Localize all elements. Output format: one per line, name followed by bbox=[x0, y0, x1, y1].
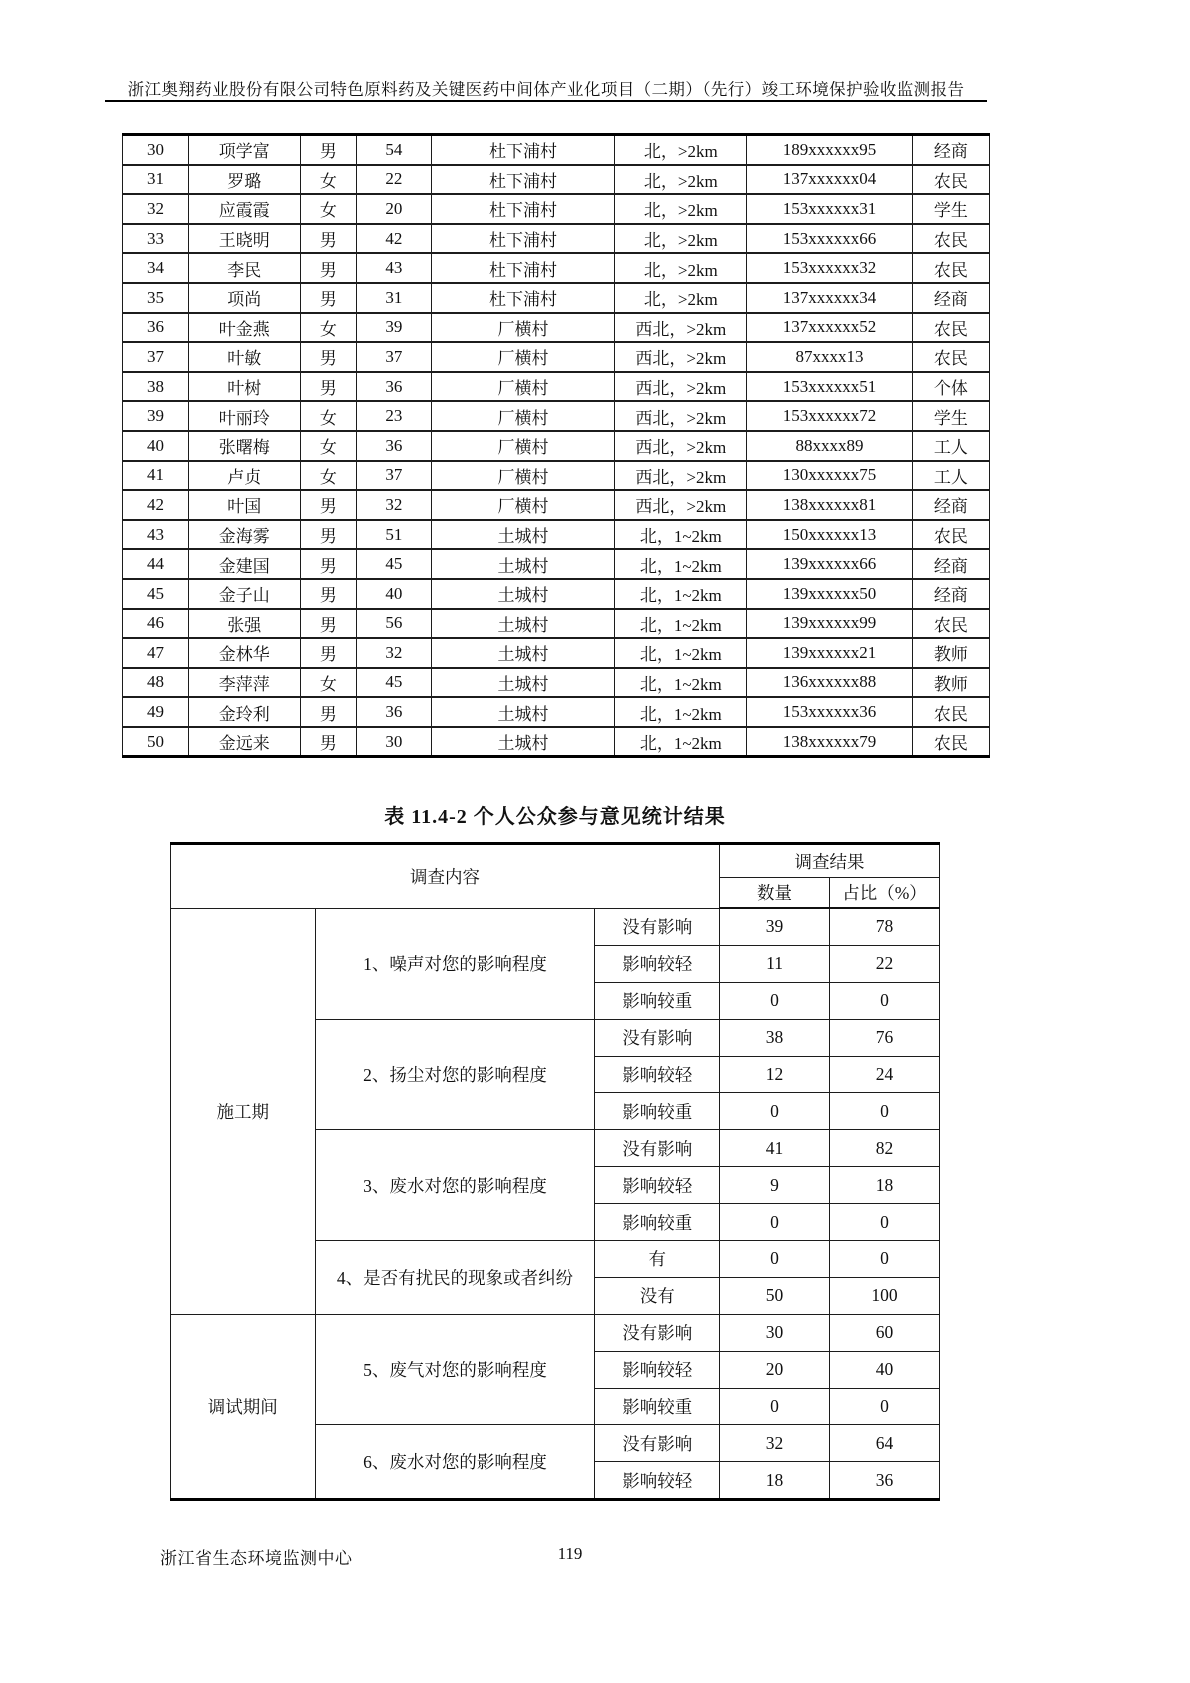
header-rule bbox=[105, 100, 987, 102]
cell-no: 42 bbox=[123, 490, 189, 520]
survey-content-header: 调查内容 bbox=[171, 844, 720, 909]
respondent-row bbox=[123, 697, 990, 727]
percent-cell: 0 bbox=[830, 1204, 940, 1241]
cell-occupation: 个体 bbox=[912, 372, 989, 402]
cell-direction: 西北，>2km bbox=[615, 490, 747, 520]
survey-result-header: 调查结果 bbox=[720, 844, 940, 878]
question-cell: 3、废水对您的影响程度 bbox=[315, 1130, 595, 1241]
cell-gender: 男 bbox=[300, 520, 356, 550]
option-cell: 影响较轻 bbox=[595, 945, 720, 982]
count-header: 数量 bbox=[720, 878, 830, 909]
cell-village: 厂横村 bbox=[431, 431, 615, 461]
cell-phone: 139xxxxxx21 bbox=[747, 638, 913, 668]
count-cell: 50 bbox=[720, 1277, 830, 1314]
cell-phone: 139xxxxxx50 bbox=[747, 579, 913, 609]
respondent-row bbox=[123, 579, 990, 609]
question-cell: 2、扬尘对您的影响程度 bbox=[315, 1019, 595, 1130]
cell-phone: 137xxxxxx52 bbox=[747, 313, 913, 343]
cell-village: 厂横村 bbox=[431, 401, 615, 431]
cell-gender: 男 bbox=[300, 727, 356, 757]
survey-table-title: 表 11.4-2 个人公众参与意见统计结果 bbox=[384, 806, 726, 828]
cell-age: 37 bbox=[357, 461, 432, 491]
cell-gender: 男 bbox=[300, 579, 356, 609]
cell-no: 44 bbox=[123, 549, 189, 579]
cell-age: 23 bbox=[357, 401, 432, 431]
option-cell: 影响较重 bbox=[595, 1093, 720, 1130]
cell-direction: 北，1~2km bbox=[615, 727, 747, 757]
cell-name: 金子山 bbox=[188, 579, 300, 609]
option-cell: 有 bbox=[595, 1241, 720, 1278]
percent-cell: 0 bbox=[830, 1388, 940, 1425]
percent-cell: 40 bbox=[830, 1351, 940, 1388]
cell-age: 40 bbox=[357, 579, 432, 609]
cell-name: 叶敏 bbox=[188, 342, 300, 372]
cell-no: 48 bbox=[123, 668, 189, 698]
count-cell: 0 bbox=[720, 1204, 830, 1241]
cell-no: 31 bbox=[123, 165, 189, 195]
period-cell: 施工期 bbox=[171, 908, 316, 1314]
cell-no: 33 bbox=[123, 224, 189, 254]
cell-gender: 男 bbox=[300, 342, 356, 372]
cell-occupation: 教师 bbox=[912, 638, 989, 668]
cell-age: 43 bbox=[357, 253, 432, 283]
cell-phone: 138xxxxxx79 bbox=[747, 727, 913, 757]
count-cell: 32 bbox=[720, 1425, 830, 1462]
cell-village: 土城村 bbox=[431, 697, 615, 727]
option-cell: 影响较重 bbox=[595, 982, 720, 1019]
cell-name: 金玲利 bbox=[188, 697, 300, 727]
respondent-row bbox=[123, 609, 990, 639]
count-cell: 9 bbox=[720, 1167, 830, 1204]
cell-gender: 男 bbox=[300, 372, 356, 402]
cell-direction: 西北，>2km bbox=[615, 401, 747, 431]
cell-occupation: 农民 bbox=[912, 520, 989, 550]
percent-cell: 0 bbox=[830, 1093, 940, 1130]
cell-no: 47 bbox=[123, 638, 189, 668]
cell-no: 32 bbox=[123, 194, 189, 224]
cell-occupation: 工人 bbox=[912, 431, 989, 461]
cell-direction: 西北，>2km bbox=[615, 342, 747, 372]
cell-occupation: 农民 bbox=[912, 727, 989, 757]
question-cell: 1、噪声对您的影响程度 bbox=[315, 908, 595, 1019]
respondent-row bbox=[123, 135, 990, 165]
respondent-row bbox=[123, 461, 990, 491]
cell-direction: 北，1~2km bbox=[615, 520, 747, 550]
cell-village: 厂横村 bbox=[431, 313, 615, 343]
cell-occupation: 农民 bbox=[912, 609, 989, 639]
count-cell: 30 bbox=[720, 1314, 830, 1351]
cell-direction: 北，1~2km bbox=[615, 697, 747, 727]
cell-name: 张曙梅 bbox=[188, 431, 300, 461]
cell-name: 金远来 bbox=[188, 727, 300, 757]
cell-phone: 88xxxx89 bbox=[747, 431, 913, 461]
cell-village: 杜下浦村 bbox=[431, 224, 615, 254]
cell-direction: 西北，>2km bbox=[615, 372, 747, 402]
cell-occupation: 经商 bbox=[912, 579, 989, 609]
cell-name: 卢贞 bbox=[188, 461, 300, 491]
cell-phone: 189xxxxxx95 bbox=[747, 135, 913, 165]
cell-name: 金林华 bbox=[188, 638, 300, 668]
cell-no: 40 bbox=[123, 431, 189, 461]
cell-name: 叶树 bbox=[188, 372, 300, 402]
cell-direction: 北，>2km bbox=[615, 135, 747, 165]
cell-no: 43 bbox=[123, 520, 189, 550]
cell-occupation: 经商 bbox=[912, 283, 989, 313]
percent-cell: 100 bbox=[830, 1277, 940, 1314]
cell-village: 厂横村 bbox=[431, 372, 615, 402]
cell-age: 30 bbox=[357, 727, 432, 757]
respondent-row bbox=[123, 431, 990, 461]
cell-phone: 137xxxxxx04 bbox=[747, 165, 913, 195]
cell-phone: 137xxxxxx34 bbox=[747, 283, 913, 313]
cell-occupation: 农民 bbox=[912, 342, 989, 372]
cell-name: 李民 bbox=[188, 253, 300, 283]
cell-phone: 138xxxxxx81 bbox=[747, 490, 913, 520]
respondent-row bbox=[123, 638, 990, 668]
count-cell: 11 bbox=[720, 945, 830, 982]
cell-name: 项学富 bbox=[188, 135, 300, 165]
cell-gender: 女 bbox=[300, 313, 356, 343]
cell-gender: 男 bbox=[300, 135, 356, 165]
cell-phone: 153xxxxxx66 bbox=[747, 224, 913, 254]
cell-name: 李萍萍 bbox=[188, 668, 300, 698]
cell-age: 45 bbox=[357, 549, 432, 579]
respondent-row bbox=[123, 253, 990, 283]
cell-age: 37 bbox=[357, 342, 432, 372]
cell-name: 应霞霞 bbox=[188, 194, 300, 224]
cell-direction: 北，1~2km bbox=[615, 668, 747, 698]
cell-gender: 女 bbox=[300, 401, 356, 431]
respondent-row bbox=[123, 165, 990, 195]
cell-name: 项尚 bbox=[188, 283, 300, 313]
cell-age: 56 bbox=[357, 609, 432, 639]
cell-gender: 女 bbox=[300, 431, 356, 461]
respondent-row bbox=[123, 224, 990, 254]
cell-age: 54 bbox=[357, 135, 432, 165]
count-cell: 0 bbox=[720, 1388, 830, 1425]
cell-no: 35 bbox=[123, 283, 189, 313]
cell-no: 34 bbox=[123, 253, 189, 283]
percent-cell: 76 bbox=[830, 1019, 940, 1056]
cell-occupation: 农民 bbox=[912, 313, 989, 343]
cell-no: 39 bbox=[123, 401, 189, 431]
percent-cell: 64 bbox=[830, 1425, 940, 1462]
footer-page-number: 119 bbox=[557, 1544, 583, 1563]
cell-phone: 87xxxx13 bbox=[747, 342, 913, 372]
cell-age: 32 bbox=[357, 490, 432, 520]
cell-no: 36 bbox=[123, 313, 189, 343]
count-cell: 0 bbox=[720, 1241, 830, 1278]
cell-phone: 150xxxxxx13 bbox=[747, 520, 913, 550]
count-cell: 18 bbox=[720, 1462, 830, 1500]
cell-no: 46 bbox=[123, 609, 189, 639]
option-cell: 影响较轻 bbox=[595, 1167, 720, 1204]
count-cell: 41 bbox=[720, 1130, 830, 1167]
cell-name: 张强 bbox=[188, 609, 300, 639]
cell-gender: 男 bbox=[300, 609, 356, 639]
option-cell: 影响较轻 bbox=[595, 1462, 720, 1500]
cell-direction: 北，>2km bbox=[615, 194, 747, 224]
percent-cell: 36 bbox=[830, 1462, 940, 1500]
cell-village: 土城村 bbox=[431, 609, 615, 639]
cell-direction: 北，1~2km bbox=[615, 609, 747, 639]
cell-phone: 136xxxxxx88 bbox=[747, 668, 913, 698]
respondent-row bbox=[123, 283, 990, 313]
cell-occupation: 学生 bbox=[912, 401, 989, 431]
option-cell: 没有影响 bbox=[595, 908, 720, 945]
survey-row bbox=[171, 1314, 940, 1351]
cell-phone: 153xxxxxx31 bbox=[747, 194, 913, 224]
cell-village: 厂横村 bbox=[431, 461, 615, 491]
period-cell: 调试期间 bbox=[171, 1314, 316, 1499]
cell-age: 31 bbox=[357, 283, 432, 313]
cell-age: 32 bbox=[357, 638, 432, 668]
cell-village: 土城村 bbox=[431, 520, 615, 550]
option-cell: 影响较轻 bbox=[595, 1351, 720, 1388]
cell-village: 杜下浦村 bbox=[431, 135, 615, 165]
cell-no: 50 bbox=[123, 727, 189, 757]
cell-gender: 男 bbox=[300, 283, 356, 313]
question-cell: 4、是否有扰民的现象或者纠纷 bbox=[315, 1241, 595, 1315]
cell-gender: 男 bbox=[300, 224, 356, 254]
option-cell: 没有影响 bbox=[595, 1314, 720, 1351]
survey-row bbox=[171, 908, 940, 945]
cell-age: 39 bbox=[357, 313, 432, 343]
respondent-row bbox=[123, 342, 990, 372]
respondent-row bbox=[123, 401, 990, 431]
cell-direction: 西北，>2km bbox=[615, 461, 747, 491]
cell-name: 王晓明 bbox=[188, 224, 300, 254]
cell-direction: 西北，>2km bbox=[615, 313, 747, 343]
count-cell: 12 bbox=[720, 1056, 830, 1093]
cell-no: 41 bbox=[123, 461, 189, 491]
page-header-title: 浙江奥翔药业股份有限公司特色原料药及关键医药中间体产业化项目（二期）（先行）竣工环境保护验收监测报告 bbox=[127, 80, 965, 99]
option-cell: 没有影响 bbox=[595, 1425, 720, 1462]
cell-gender: 女 bbox=[300, 194, 356, 224]
cell-occupation: 经商 bbox=[912, 549, 989, 579]
cell-direction: 北，>2km bbox=[615, 253, 747, 283]
respondent-row bbox=[123, 372, 990, 402]
cell-village: 杜下浦村 bbox=[431, 194, 615, 224]
cell-village: 厂横村 bbox=[431, 342, 615, 372]
percent-cell: 0 bbox=[830, 982, 940, 1019]
survey-table-body bbox=[171, 908, 940, 1500]
cell-phone: 130xxxxxx75 bbox=[747, 461, 913, 491]
percent-cell: 60 bbox=[830, 1314, 940, 1351]
cell-occupation: 经商 bbox=[912, 490, 989, 520]
percent-cell: 82 bbox=[830, 1130, 940, 1167]
cell-direction: 北，1~2km bbox=[615, 638, 747, 668]
cell-gender: 男 bbox=[300, 638, 356, 668]
percent-header: 占比（%） bbox=[830, 878, 940, 909]
cell-phone: 153xxxxxx51 bbox=[747, 372, 913, 402]
footer-organization: 浙江省生态环境监测中心 bbox=[160, 1549, 353, 1568]
cell-no: 45 bbox=[123, 579, 189, 609]
percent-cell: 22 bbox=[830, 945, 940, 982]
cell-age: 20 bbox=[357, 194, 432, 224]
cell-phone: 153xxxxxx72 bbox=[747, 401, 913, 431]
respondent-row bbox=[123, 549, 990, 579]
cell-gender: 男 bbox=[300, 697, 356, 727]
cell-gender: 女 bbox=[300, 461, 356, 491]
cell-village: 土城村 bbox=[431, 668, 615, 698]
cell-phone: 139xxxxxx99 bbox=[747, 609, 913, 639]
percent-cell: 18 bbox=[830, 1167, 940, 1204]
percent-cell: 78 bbox=[830, 908, 940, 945]
option-cell: 没有影响 bbox=[595, 1130, 720, 1167]
cell-village: 土城村 bbox=[431, 638, 615, 668]
count-cell: 39 bbox=[720, 908, 830, 945]
cell-no: 49 bbox=[123, 697, 189, 727]
cell-name: 叶丽玲 bbox=[188, 401, 300, 431]
option-cell: 影响较重 bbox=[595, 1388, 720, 1425]
cell-name: 叶国 bbox=[188, 490, 300, 520]
cell-occupation: 农民 bbox=[912, 165, 989, 195]
cell-name: 金海雾 bbox=[188, 520, 300, 550]
cell-village: 杜下浦村 bbox=[431, 165, 615, 195]
cell-gender: 男 bbox=[300, 549, 356, 579]
respondent-row bbox=[123, 727, 990, 757]
respondent-row bbox=[123, 194, 990, 224]
cell-direction: 北，>2km bbox=[615, 224, 747, 254]
cell-no: 30 bbox=[123, 135, 189, 165]
cell-name: 金建国 bbox=[188, 549, 300, 579]
cell-occupation: 农民 bbox=[912, 253, 989, 283]
cell-village: 厂横村 bbox=[431, 490, 615, 520]
cell-village: 杜下浦村 bbox=[431, 283, 615, 313]
count-cell: 0 bbox=[720, 982, 830, 1019]
percent-cell: 24 bbox=[830, 1056, 940, 1093]
respondent-row bbox=[123, 668, 990, 698]
cell-phone: 139xxxxxx66 bbox=[747, 549, 913, 579]
cell-direction: 北，1~2km bbox=[615, 549, 747, 579]
cell-phone: 153xxxxxx36 bbox=[747, 697, 913, 727]
cell-age: 36 bbox=[357, 372, 432, 402]
cell-gender: 男 bbox=[300, 253, 356, 283]
cell-gender: 女 bbox=[300, 668, 356, 698]
option-cell: 影响较轻 bbox=[595, 1056, 720, 1093]
option-cell: 没有 bbox=[595, 1277, 720, 1314]
cell-direction: 西北，>2km bbox=[615, 431, 747, 461]
cell-occupation: 学生 bbox=[912, 194, 989, 224]
cell-age: 36 bbox=[357, 431, 432, 461]
question-cell: 6、废水对您的影响程度 bbox=[315, 1425, 595, 1500]
respondent-table bbox=[122, 133, 990, 758]
cell-no: 37 bbox=[123, 342, 189, 372]
cell-village: 土城村 bbox=[431, 549, 615, 579]
survey-header-row-1 bbox=[171, 844, 940, 878]
cell-direction: 北，1~2km bbox=[615, 579, 747, 609]
question-cell: 5、废气对您的影响程度 bbox=[315, 1314, 595, 1425]
cell-phone: 153xxxxxx32 bbox=[747, 253, 913, 283]
respondent-row bbox=[123, 490, 990, 520]
respondent-row bbox=[123, 313, 990, 343]
cell-age: 51 bbox=[357, 520, 432, 550]
cell-village: 土城村 bbox=[431, 579, 615, 609]
cell-village: 土城村 bbox=[431, 727, 615, 757]
cell-occupation: 工人 bbox=[912, 461, 989, 491]
cell-occupation: 农民 bbox=[912, 697, 989, 727]
cell-no: 38 bbox=[123, 372, 189, 402]
cell-name: 叶金燕 bbox=[188, 313, 300, 343]
option-cell: 没有影响 bbox=[595, 1019, 720, 1056]
cell-direction: 北，>2km bbox=[615, 283, 747, 313]
cell-occupation: 经商 bbox=[912, 135, 989, 165]
cell-gender: 男 bbox=[300, 490, 356, 520]
cell-occupation: 农民 bbox=[912, 224, 989, 254]
survey-table bbox=[170, 842, 940, 1501]
respondent-row bbox=[123, 520, 990, 550]
count-cell: 0 bbox=[720, 1093, 830, 1130]
respondent-table-body bbox=[123, 135, 990, 757]
percent-cell: 0 bbox=[830, 1241, 940, 1278]
cell-village: 杜下浦村 bbox=[431, 253, 615, 283]
cell-gender: 女 bbox=[300, 165, 356, 195]
cell-age: 42 bbox=[357, 224, 432, 254]
cell-age: 45 bbox=[357, 668, 432, 698]
cell-direction: 北，>2km bbox=[615, 165, 747, 195]
cell-age: 22 bbox=[357, 165, 432, 195]
count-cell: 38 bbox=[720, 1019, 830, 1056]
option-cell: 影响较重 bbox=[595, 1204, 720, 1241]
cell-age: 36 bbox=[357, 697, 432, 727]
cell-occupation: 教师 bbox=[912, 668, 989, 698]
count-cell: 20 bbox=[720, 1351, 830, 1388]
cell-name: 罗璐 bbox=[188, 165, 300, 195]
